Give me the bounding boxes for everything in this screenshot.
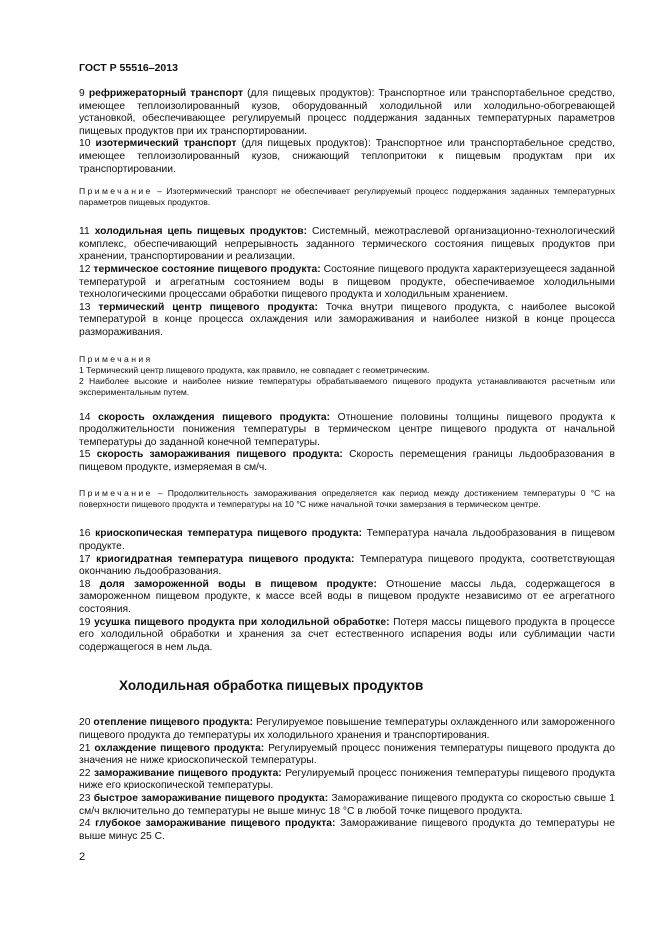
section-title: Холодильная обработка пищевых продуктов [119,678,424,694]
term-9-definition: (для пищевых продуктов): Транспортное или транспортабельное средство, имеющее теплоизолированный кузов, оборудованный холодильной или холодильно-обогревающей установкой, обеспечивающее регулируемый процесс поддержания заданных температурных параметров пищевых продуктов при их транспортировании. [79,88,615,137]
term-16: 16 криоскопическая температура пищевого продукта: Температура начала льдообразования в пищевом продукте. [79,528,615,553]
term-10-definition: (для пищевых продуктов): Транспортное или транспортабельное средство, имеющее теплоизолированный кузов, снижающий теплопритоки к пищевым продуктам при их транспортировании. [79,138,615,175]
term-13-name: термический центр пищевого продукта: [98,301,318,313]
term-10-name: изотермический транспорт [95,138,237,150]
term-19-definition: Потеря массы пищевого продукта в процессе его холодильной обработки и хранения за счет естественного испарения воды или сублимации части содержащегося в нем льда. [79,616,615,653]
term-11: 11 холодильная цепь пищевых продуктов: Системный, межотраслевой организационно-технологический комплекс, обеспечивающий непрерывность заданного термического состояния пищевых продуктов при хранении, транспортировании и реализации. [79,226,615,263]
term-14-definition: Отношение половины толщины пищевого продукта к продолжительности понижения температуры в термическом центре пищевого продукта от начальной температуры до заданной конечной температуры. [79,411,615,448]
term-12-definition: Состояние пищевого продукта характеризуещееся заданной температурой и агрегатным состоянием воды в пищевом продукте, обеспечиваемое холодильными технологическими процессами обработки пищевого продукта и холодильным хранением. [79,263,615,301]
term-22-name: замораживание пищевого продукта: [94,767,282,779]
page-number: 2 [79,851,86,864]
term-12-name: термическое состояние пищевого продукта: [93,263,321,275]
note-text: – Изотермический транспорт не обеспечивает регулируемый процесс поддержания заданных температурных параметров пищевых продуктов. [79,186,615,208]
term-24-name: глубокое замораживание пищевого продукта: [95,818,336,830]
term-17-name: криогидратная температура пищевого продукта: [96,553,355,565]
term-12: 12 термическое состояние пищевого продукта: Состояние пищевого продукта характеризуещееся заданной температурой и агрегатным состоянием воды в пищевом продукте, обеспечиваемое холодильными технологическими процессами обработки пищевого продукта и холодильным хранением. [79,263,615,301]
term-20-name: отепление пищевого продукта: [93,717,254,729]
document-header: ГОСТ Р 55516–2013 [79,62,178,74]
term-22: 22 замораживание пищевого продукта: Регулируемый процесс понижения температуры пищевого продукта ниже его криоскопической температуры. [79,767,615,792]
note-thermal-center-label: Примечания [79,353,153,364]
term-13: 13 термический центр пищевого продукта: Точка внутри пищевого продукта, с наиболее высокой температурой в конце процесса охлаждения или замораживания и наиболее низкой в конце процесса размораживания. [79,301,616,338]
term-22-definition: Регулируемый процесс понижения температуры пищевого продукта ниже его криоскопической температуры. [79,767,615,792]
term-15-definition: Скорость перемещения границы льдообразования в пищевом продукте, измеряемая в см/ч. [79,449,616,473]
term-21: 21 охлаждение пищевого продукта: Регулируемый процесс понижения температуры пищевого продукта до значения не ниже криоскопической температуры. [79,742,615,767]
term-20-definition: Регулируемое повышение температуры охлажденного или замороженного пищевого продукта до температуры их холодильного хранения и транспортирования. [79,717,615,741]
term-14: 14 скорость охлаждения пищевого продукта: Отношение половины толщины пищевого продукта к продолжительности понижения температуры в термическом центре пищевого продукта от начальной температуры до заданной конечной температуры. [79,411,615,448]
term-18-definition: Отношение массы льда, содержащегося в замороженном пищевом продукте, к массе всей воды в пищевом продукте независимо от ее агрегатного состояния. [79,578,615,616]
term-11-name: холодильная цепь пищевых продуктов: [94,226,308,238]
term-15-name: скорость замораживания пищевого продукта: [96,449,343,461]
document-page [79,62,615,863]
note-thermal-center-1: 1 Термический центр пищевого продукта, как правило, не совпадает с геометрическим. [79,364,430,375]
note-thermal-center-2: 2 Наиболее высокие и наиболее низкие температуры обрабатываемого пищевого продукта устанавливаются расчетным или экспериментальным путем. [79,375,615,397]
term-18-name: доля замороженной воды в пищевом продукте: [99,578,377,590]
term-23-definition: Замораживание пищевого продукта со скоростью свыше 1 см/ч включительно до температуры не выше минус 18 °С в любой точке пищевого продукта. [79,792,615,817]
term-18: 18 доля замороженной воды в пищевом продукте: Отношение массы льда, содержащегося в замороженном пищевом продукте, к массе всей воды в пищевом продукте независимо от ее агрегатного состояния. [79,578,615,616]
note-label: Примечание [79,186,153,197]
term-10: 10 изотермический транспорт (для пищевых продуктов): Транспортное или транспортабельное средство, имеющее теплоизолированный кузов, снижающий теплопритоки к пищевым продуктам при их транспортировании. [79,138,615,175]
term-15: 15 скорость замораживания пищевого продукта: Скорость перемещения границы льдообразования в пищевом продукте, измеряемая в см/ч. [79,449,616,473]
term-11-definition: Системный, межотраслевой организационно-технологический комплекс, обеспечивающий непрерывность заданного термического состояния пищевых продуктов при хранении, транспортировании и реализации. [79,226,615,263]
term-23-name: быстрое замораживание пищевого продукта: [93,792,329,804]
term-19: 19 усушка пищевого продукта при холодильной обработке: Потеря массы пищевого продукта в процессе его холодильной обработки и хранения за счет естественного испарения воды или сублимации части содержащегося в нем льда. [79,616,615,653]
term-16-name: криоскопическая температура пищевого продукта: [95,528,363,540]
term-14-name: скорость охлаждения пищевого продукта: [98,411,331,423]
term-17-definition: Температура пищевого продукта, соответствующая окончанию льдообразования. [79,553,615,578]
term-24-definition: Замораживание пищевого продукта до температуры не выше минус 25 С. [79,818,615,842]
term-13-definition: Точка внутри пищевого продукта, с наиболее высокой температурой в конце процесса охлаждения или замораживания и наиболее низкой в конце процесса размораживания. [79,301,616,338]
term-21-name: охлаждение пищевого продукта: [94,742,265,754]
term-17: 17 криогидратная температура пищевого продукта: Температура пищевого продукта, соответствующая окончанию льдообразования. [79,553,615,578]
term-16-definition: Температура начала льдообразования в пищевом продукте. [79,528,615,553]
note-freezing-duration: Примечание – Продолжительность замораживания определяется как период между достижением температуры 0 °С на поверхности пищевого продукта и температуры на 10 °С ниже начальной точки замерзания в термическом центре. [79,488,615,510]
term-20: 20 отепление пищевого продукта: Регулируемое повышение температуры охлажденного или замороженного пищевого продукта до температуры их холодильного хранения и транспортирования. [79,717,615,741]
term-24: 24 глубокое замораживание пищевого продукта: Замораживание пищевого продукта до температуры не выше минус 25 С. [79,818,615,842]
term-21-definition: Регулируемый процесс понижения температуры пищевого продукта до значения не ниже криоскопической температуры. [79,742,615,767]
term-23: 23 быстрое замораживание пищевого продукта: Замораживание пищевого продукта со скоростью свыше 1 см/ч включительно до температуры не выше минус 18 °С в любой точке пищевого продукта. [79,792,615,817]
term-19-name: усушка пищевого продукта при холодильной обработке: [94,616,390,628]
note-isothermal [79,186,615,208]
term-9: 9 рефрижераторный транспорт (для пищевых продуктов): Транспортное или транспортабельное средство, имеющее теплоизолированный кузов, оборудованный холодильной или холодильно-обогревающей установкой, обеспечивающее регулируемый процесс поддержания заданных температурных параметров пищевых продуктов при их транспортировании. [79,88,615,137]
term-9-name: рефрижераторный транспорт [88,88,244,99]
